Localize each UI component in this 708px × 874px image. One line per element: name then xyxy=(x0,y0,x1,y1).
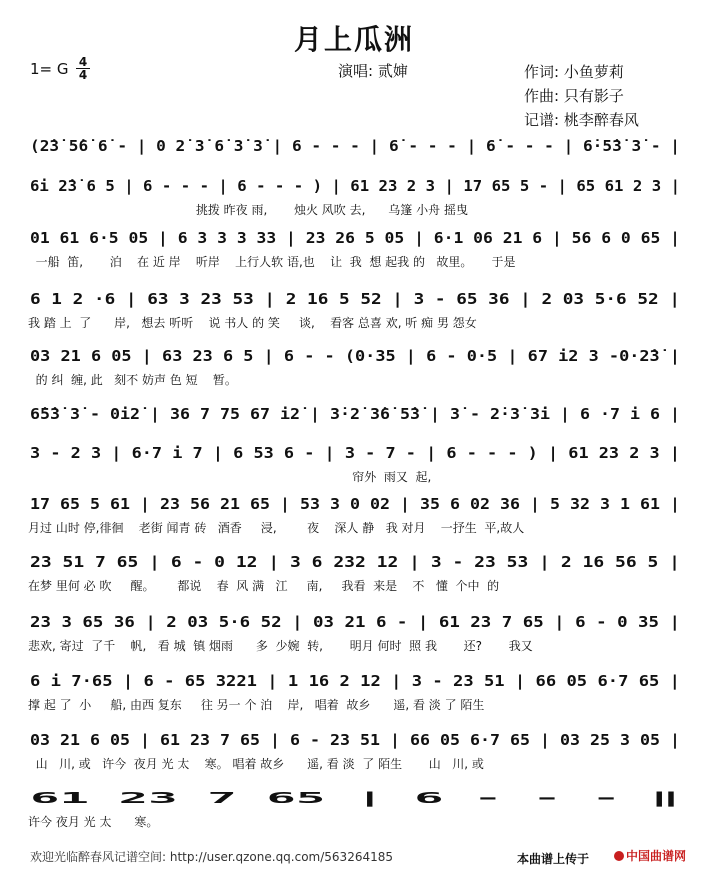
lyric-line: 月过 山时 停,徘徊 老街 闻青 砖 酒香 浸, 夜 深人 静 我 对月 一抒生 平,故人 xyxy=(28,521,525,535)
lyric-line: 在梦 里何 必 吹 醒。 都说 春 风 满 江 南, 我看 来是 不 懂 个中 的 xyxy=(28,579,500,593)
notation-line xyxy=(28,222,682,252)
notation-text: 6 i 7·65 | 6 - 65 3221 | 1 16 2 12 | 3 - 23 51 | 66 05 6·7 65 | xyxy=(30,672,599,690)
notation-text: 61 23 7 65 | 6 - - - ‖ xyxy=(30,789,229,807)
composer-credit: 作曲: 只有影子 xyxy=(524,87,624,105)
transcriber-credit: 记谱: 桃李醉春风 xyxy=(524,111,639,129)
logo-mark-icon xyxy=(614,851,624,861)
notation-line xyxy=(28,546,682,576)
lyric-line: 山 川, 或 许今 夜月 光 太 寒。 唱着 故乡 遥, 看 淡 了 陌生 山 川, 或 xyxy=(28,757,484,771)
notation-text: 23 3 65 36 | 2 03 5·6 52 | 03 21 6 - | 61 23 7 65 | 6 - 0 35 | xyxy=(30,613,590,631)
lyricist-credit: 作词: 小鱼萝莉 xyxy=(524,63,624,81)
notation-line xyxy=(28,340,682,370)
notation-text: (2̇3̇ 5̇6̇ 6̇ - | 0 2̇ 3̇ 6̇ 3̇ 3̇ | 6 - - - | 6̇ - - - | 6̇ - - - | 6̇·5̇3̇ 3̇ - | xyxy=(30,137,636,155)
notation-line xyxy=(28,488,682,518)
notation-line xyxy=(28,283,682,313)
lyric-line: 我 踏 上 了 岸, 想去 听听 说 书人 的 笑 谈, 看客 总喜 欢, 听 痴 男 怨女 xyxy=(28,316,477,330)
notation-text: 6 1 2 ·6 | 63 3 23 53 | 2 16 5 52 | 3 - 65 36 | 2 03 5·6 52 | xyxy=(30,290,581,308)
notation-line xyxy=(28,437,682,467)
notation-text: 01 61 6·5 05 | 6 3 3 3 33 | 23 26 5 05 | 6·1 06 21 6 | 56 6 0 65 | xyxy=(30,229,627,247)
lyric-line: 撑 起 了 小 船, 由西 复东 往 另一 个 泊 岸, 唱着 故乡 遥, 看 淡 了 陌生 xyxy=(28,698,485,712)
lyric-line: 一船 笛, 泊 在 近 岸 听岸 上行人软 语,也 让 我 想 起我 的 故里。 于是 xyxy=(28,255,516,269)
song-title: 月上瓜洲 xyxy=(293,23,414,56)
notation-line xyxy=(28,130,682,160)
notation-text: 6̇5̇3̇ 3̇ - 0i2̇ | 36 7 75 67 i2̇ | 3̇·2̇ 3̇6̇ 5̇3̇ | 3̇ - 2̇·3̇ 3̇i | 6 ·7 i 6 | xyxy=(30,405,617,423)
notation-line xyxy=(28,724,682,754)
notation-text: 17 65 5 61 | 23 56 21 65 | 53 3 0 02 | 35 6 02 36 | 5 32 3 1 61 | xyxy=(30,495,617,513)
notation-text: 6i 2̇3̇ 6 5 | 6 - - - | 6 - - - ) | 61 23 2 3 | 17 65 5 - | 65 61 2 3 | xyxy=(30,177,654,195)
lyric-line: 挑拨 昨夜 雨, 烛火 风吹 去, 乌篷 小舟 摇曳 xyxy=(28,203,468,217)
upload-label: 本曲谱上传于 xyxy=(517,852,590,866)
meter-bottom: 4 xyxy=(78,68,88,82)
notation-text: 03 21 6 05 | 63 23 6 5 | 6 - - (0·35 | 6 - 0·5 | 67 i2 3 -0·2̇3̇ | xyxy=(30,347,608,365)
notation-text: 23 51 7 65 | 6 - 0 12 | 3 6 232 12 | 3 - 23 53 | 2 16 56 5 | xyxy=(30,553,572,571)
credits-block xyxy=(524,60,639,132)
notation-text: 3 - 2 3 | 6·7 i 7 | 6 53 6 - | 3 - 7 - | 6 - - - ) | 61 23 2 3 | xyxy=(30,444,608,462)
key-signature: 1= G xyxy=(30,60,69,78)
site-logo xyxy=(614,847,686,864)
time-signature xyxy=(76,56,90,81)
footer-text: 欢迎光临醉春风记谱空间: http://user.qzone.qq.com/563264185 xyxy=(30,850,394,864)
lyric-line: 的 纠 缠, 此 刻不 妨声 色 短 暂。 xyxy=(28,373,237,387)
meter-top: 4 xyxy=(76,56,90,69)
notation-line xyxy=(28,170,682,200)
notation-text: 03 21 6 05 | 61 23 7 65 | 6 - 23 51 | 66 05 6·7 65 | 03 25 3 05 | xyxy=(30,731,617,749)
site-logo-text: 中国曲谱网 xyxy=(626,849,687,863)
singer-credit: 演唱: 贰婶 xyxy=(338,62,408,80)
notation-line xyxy=(28,606,682,636)
lyric-line: 许今 夜月 光 太 寒。 xyxy=(28,815,159,829)
lyric-line: 帘外 雨又 起, xyxy=(28,470,432,484)
notation-line xyxy=(28,782,682,812)
notation-line xyxy=(28,398,682,428)
lyric-line: 悲欢, 寄过 了千 帆, 看 城 镇 烟雨 多 少婉 转, 明月 何时 照 我 还? 我又 xyxy=(28,639,533,653)
notation-line xyxy=(28,665,682,695)
